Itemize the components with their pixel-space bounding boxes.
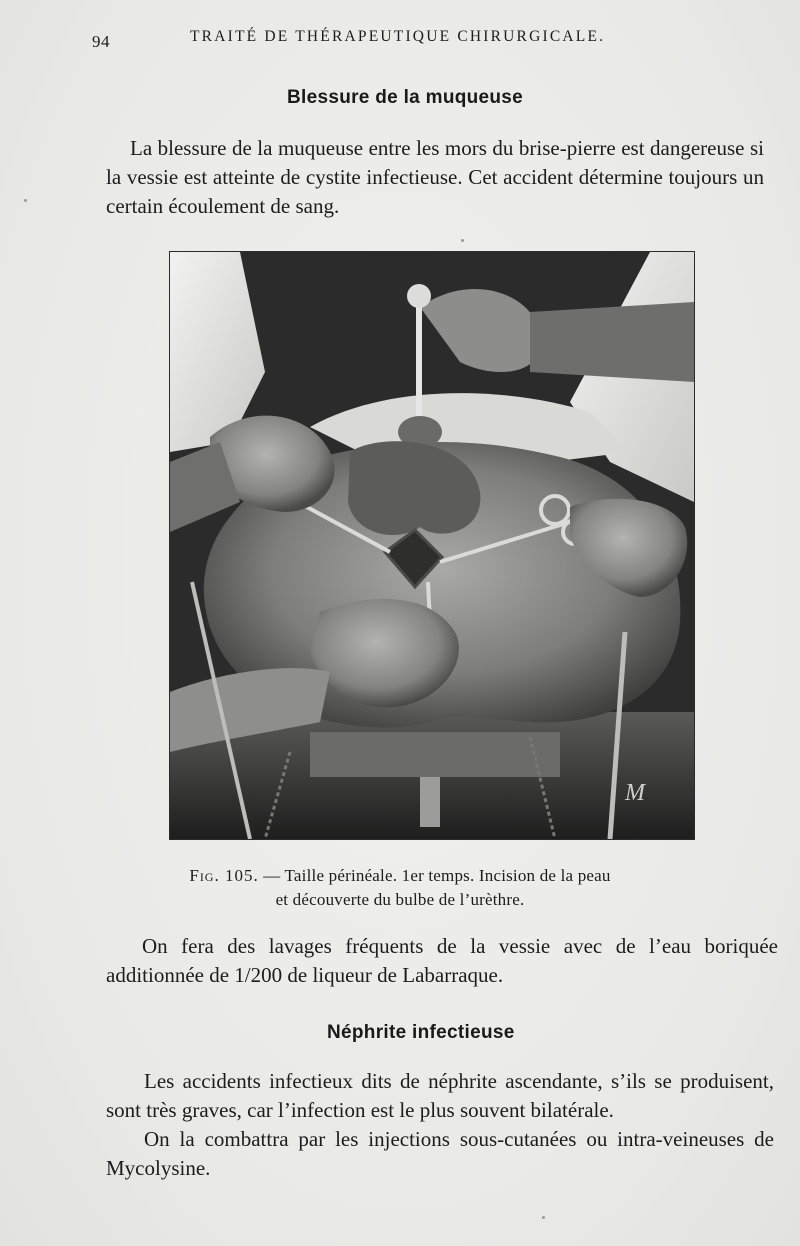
paragraph-nephritis-treatment: On la combattra par les injections sous-cutanées ou intra-veineuses de Mycolysine. <box>106 1127 774 1180</box>
paragraph-mucosa-injury: La blessure de la muqueuse entre les mors du brise-pierre est dangereuse si la vessie est atteinte de cystite infectieuse. Cet accident détermine toujours un certain écoulement de sang. <box>106 136 764 218</box>
figure-caption <box>0 864 800 912</box>
paragraph-nephritis-accidents: Les accidents infectieux dits de néphrite ascendante, s’ils se produisent, sont très graves, car l’infection est le plus souvent bilatérale. <box>106 1069 774 1122</box>
section-title-mucosa-injury: Blessure de la muqueuse <box>287 87 524 108</box>
running-title: TRAITÉ DE THÉRAPEUTIQUE CHIRURGICALE. <box>190 28 606 45</box>
paper-speck <box>461 239 464 242</box>
section-title-infectious-nephritis: Néphrite infectieuse <box>327 1022 515 1043</box>
monogram: M <box>625 780 645 806</box>
running-header <box>86 26 686 50</box>
paper-speck <box>542 1216 545 1219</box>
surgical-photograph-illustration <box>170 252 694 839</box>
caption-line-1-text: — Taille périnéale. 1er temps. Incision de la peau <box>258 866 611 885</box>
paragraph-bladder-washing: On fera des lavages fréquents de la vessie avec de l’eau boriquée additionnée de 1/200 de liqueur de Labarraque. <box>106 934 778 987</box>
page-number: 94 <box>92 32 110 51</box>
figure-label: Fig. 105. <box>189 866 259 885</box>
paper-speck <box>24 199 27 202</box>
caption-line-2: et découverte du bulbe de l’urèthre. <box>275 890 525 909</box>
caption-line-1 <box>0 864 800 888</box>
surgical-photograph <box>170 252 694 839</box>
